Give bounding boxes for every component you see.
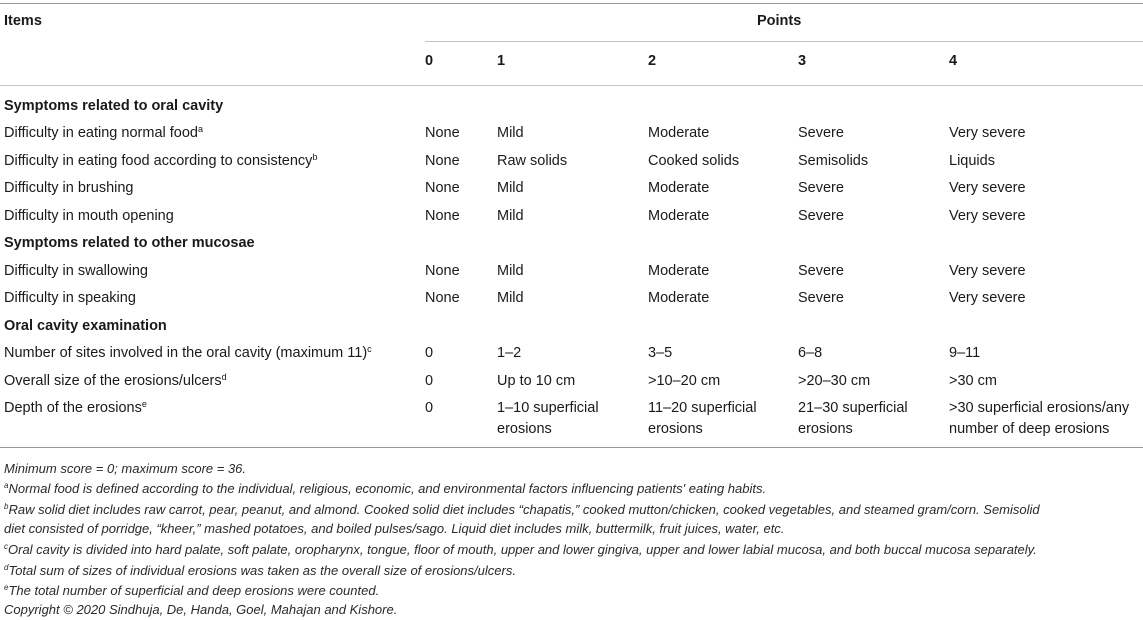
table-cell: 1–2 [497,345,522,361]
table-row-item: Difficulty in mouth opening [4,208,174,224]
table-cell: Raw solids [497,153,568,169]
table-cell: 9–11 [949,345,981,361]
table-cell-cont: erosions [798,421,853,437]
table-cell-cont: number of deep erosions [949,421,1110,437]
table-cell: None [425,125,460,141]
table-row-item: Depth of the erosions$^e$ [4,399,147,416]
table-cell: Mild [497,290,524,306]
table-row-item: Difficulty in eating food according to consistency$^b$ [4,152,318,169]
table-cell: 0 [425,400,434,416]
table-cell: Moderate [648,208,710,224]
table-cell: Moderate [648,263,710,279]
table-cell: None [425,180,460,196]
point-header-4: 4 [949,53,958,69]
table-cell: Mild [497,263,524,279]
table-row-item: Difficulty in speaking [4,290,136,306]
items-header: Items [4,13,42,29]
table-cell: None [425,263,460,279]
table-cell-cont: erosions [497,421,552,437]
footnote-b: $^b$Raw solid diet includes raw carrot, pear, peanut, and almond. Cooked solid diet includes “chapatis,” cooked mutton/chicken, cooked vegetables, and steamed gram/corn. Semisolid [4,502,1040,517]
table-row-item: Difficulty in brushing [4,180,134,196]
table-cell: Moderate [648,180,710,196]
table-cell: Liquids [949,153,995,169]
table-cell: Severe [798,263,844,279]
section-title: Oral cavity examination [4,318,167,334]
table-cell: >20–30 cm [798,373,871,389]
footnote-score: Minimum score = 0; maximum score = 36. [4,461,247,476]
table-cell: Mild [497,208,524,224]
table-row-item: Difficulty in eating normal food$^a$ [4,124,203,141]
point-header-3: 3 [798,53,807,69]
table-cell: >30 superficial erosions/any [949,400,1130,416]
table-cell: Mild [497,180,524,196]
table-top-rule [0,3,1143,4]
points-underline [425,41,1143,42]
table-cell: Severe [798,125,844,141]
table-cell: 0 [425,345,434,361]
table-cell: None [425,208,460,224]
section-title: Symptoms related to oral cavity [4,98,224,114]
table-cell: Severe [798,290,844,306]
footnote-d: $^d$Total sum of sizes of individual erosions was taken as the overall size of erosions/ulcers. [4,563,516,578]
table-cell: Up to 10 cm [497,373,576,389]
table-cell: Semisolids [798,153,869,169]
table-cell: 3–5 [648,345,673,361]
table-cell: 1–10 superficial [497,400,599,416]
footnote-c: $^c$Oral cavity is divided into hard palate, soft palate, oropharynx, tongue, floor of mouth, upper and lower gingiva, upper and lower labial mucosa, and both buccal mucosa separately. [4,542,1037,557]
table-cell: Mild [497,125,524,141]
table-row-item: Number of sites involved in the oral cavity (maximum 11)$^c$ [4,344,372,361]
header-bottom-rule [0,85,1143,86]
table-cell: 11–20 superficial [648,400,757,416]
point-header-1: 1 [497,53,506,69]
table-cell: Very severe [949,290,1026,306]
table-cell: Very severe [949,263,1026,279]
table-bottom-rule [0,447,1143,448]
table-cell: Very severe [949,180,1026,196]
table-cell: Moderate [648,125,710,141]
table-cell: Severe [798,180,844,196]
table-cell: Cooked solids [648,153,740,169]
table-row-item: Difficulty in swallowing [4,263,148,279]
section-title: Symptoms related to other mucosae [4,235,255,251]
point-header-2: 2 [648,53,657,69]
table-cell: >10–20 cm [648,373,721,389]
table-cell: 0 [425,373,434,389]
table-cell: Very severe [949,125,1026,141]
point-header-0: 0 [425,53,434,69]
table-row-item: Overall size of the erosions/ulcers$^d$ [4,372,227,389]
table-cell: Moderate [648,290,710,306]
table-cell-cont: erosions [648,421,703,437]
table-cell: >30 cm [949,373,997,389]
table-cell: None [425,290,460,306]
table-cell: 21–30 superficial [798,400,908,416]
table-cell: 6–8 [798,345,823,361]
table-cell: Very severe [949,208,1026,224]
table-cell: Severe [798,208,844,224]
copyright: Copyright © 2020 Sindhuja, De, Handa, Goel, Mahajan and Kishore. [4,602,398,617]
footnote-e: $^e$The total number of superficial and deep erosions were counted. [4,583,380,598]
points-header: Points [757,13,802,29]
footnote-a: $^a$Normal food is defined according to the individual, religious, economic, and environmental factors influencing patients' eating habits. [4,481,767,496]
table-cell: None [425,153,460,169]
footnote-b-cont: diet consisted of porridge, “kheer,” mashed potatoes, and boiled pulses/sago. Liquid diet includes milk, buttermilk, fruit juices, water, etc. [4,521,785,536]
